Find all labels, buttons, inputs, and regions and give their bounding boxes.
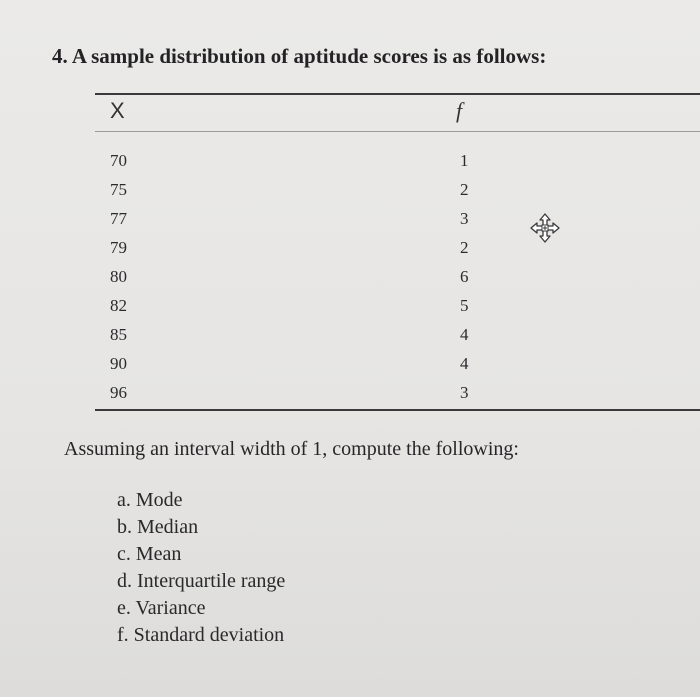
score-cell: 85 [110, 325, 127, 344]
column-header-x: X [110, 98, 125, 123]
frequency-cell: 5 [460, 296, 469, 315]
table-header-rule [95, 131, 700, 132]
frequency-cell: 4 [460, 354, 469, 373]
table-row [110, 267, 480, 296]
list-item: d. Interquartile range [117, 570, 286, 592]
score-cell: 79 [110, 238, 127, 257]
list-item: f. Standard deviation [117, 624, 285, 646]
move-cursor-icon [530, 213, 560, 243]
score-cell: 80 [110, 267, 127, 286]
frequency-cell: 1 [460, 151, 469, 170]
frequency-cell: 2 [460, 180, 469, 199]
score-cell: 75 [110, 180, 127, 199]
frequency-cell: 2 [460, 238, 469, 257]
column-header-f: f [456, 98, 463, 123]
frequency-table-body [110, 151, 480, 412]
table-row [110, 354, 480, 383]
list-item: c. Mean [117, 543, 182, 565]
list-item: a. Mode [117, 489, 183, 511]
question-title: 4. A sample distribution of aptitude scores is as follows: [52, 44, 547, 68]
table-top-rule [95, 93, 700, 95]
frequency-cell: 3 [460, 209, 469, 228]
table-row [110, 296, 480, 325]
frequency-cell: 3 [460, 383, 469, 402]
table-row [110, 209, 480, 238]
score-cell: 82 [110, 296, 127, 315]
table-row [110, 325, 480, 354]
score-cell: 70 [110, 151, 127, 170]
frequency-cell: 6 [460, 267, 469, 286]
task-list [117, 487, 285, 649]
table-bottom-rule [95, 409, 700, 411]
list-item: b. Median [117, 516, 199, 538]
table-row [110, 383, 480, 412]
list-item: e. Variance [117, 597, 206, 619]
score-cell: 77 [110, 209, 127, 228]
score-cell: 90 [110, 354, 127, 373]
score-cell: 96 [110, 383, 127, 402]
table-row [110, 238, 480, 267]
table-row [110, 151, 480, 180]
frequency-cell: 4 [460, 325, 469, 344]
table-row [110, 180, 480, 209]
instruction-text: Assuming an interval width of 1, compute the following: [64, 438, 519, 460]
